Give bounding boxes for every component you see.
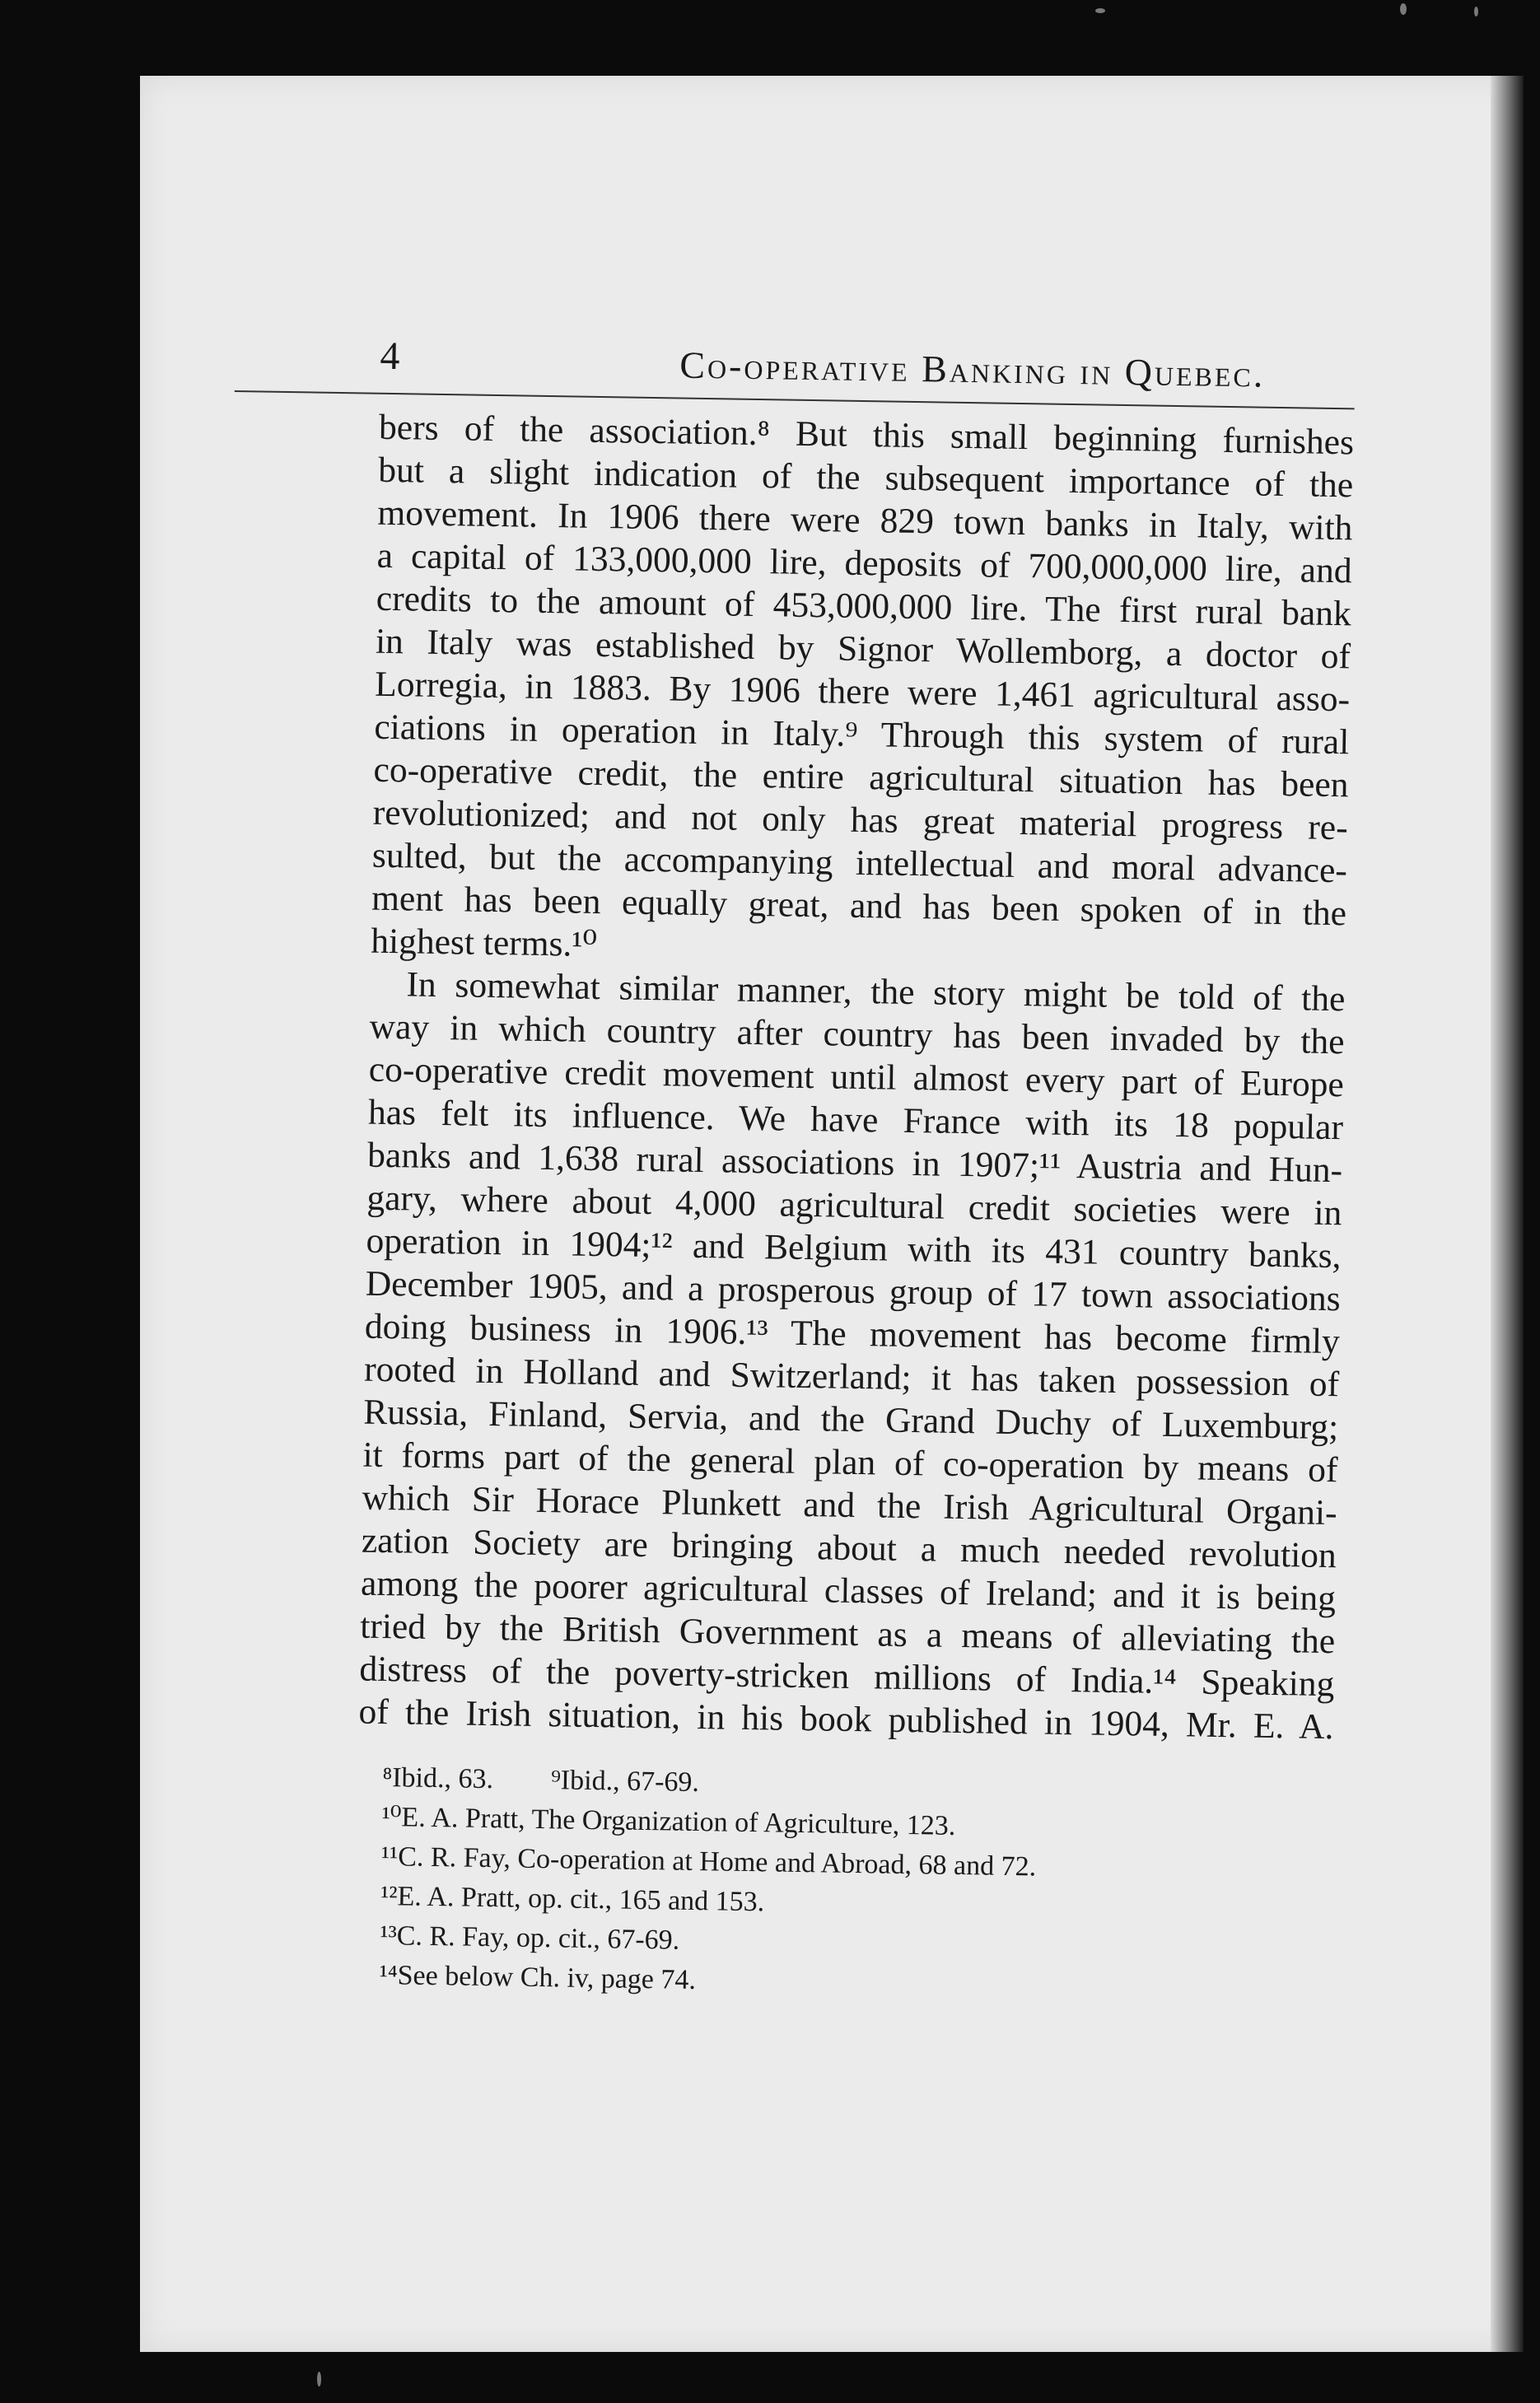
text-line: operation in 1904;¹² and Belgium with its 431 country banks, [366,1220,1342,1276]
text-line: sulted, but the accompanying intellectual and moral advance- [371,835,1348,891]
paragraph-2 [358,963,1346,1748]
text-line: movement. In 1906 there were 829 town banks in Italy, with [377,492,1353,548]
page-edge-shadow [1491,76,1524,2352]
text-line: highest terms.¹⁰ [370,921,598,964]
text-line: revolutionized; and not only has great material progress re- [372,792,1349,848]
footnote-9: ⁹Ibid., 67-69. [550,1765,700,1799]
text-line: but a slight indication of the subsequent importance of the [377,450,1354,506]
text-line: has felt its influence. We have France with its 18 popular [367,1092,1344,1148]
dust-speck [1400,3,1407,15]
text-line: among the poorer agricultural classes of Ireland; and it is being [360,1563,1337,1619]
text-line: December 1905, and a prosperous group of 17 town associations [365,1263,1342,1319]
text-line: rooted in Holland and Switzerland; it has taken possession of [363,1349,1340,1405]
footnote-8: ⁸Ibid., 63. [382,1762,494,1795]
text-line: bers of the association.⁸ But this small beginning furnishes [378,407,1355,463]
footnote-12: ¹²E. A. Pratt, op. cit., 165 and 153. [380,1881,765,1918]
dust-speck [1474,7,1478,16]
running-title: Co-operative Banking in Quebec. [679,343,1266,395]
text-line: doing business in 1906.¹³ The movement has become firmly [364,1306,1341,1362]
text-line: tried by the British Government as a means of alleviating the [359,1606,1336,1662]
text-line: Lorregia, in 1883. By 1906 there were 1,461 agricultural asso- [374,664,1351,720]
footnotes [209,1756,1332,2010]
dust-speck [1095,8,1105,13]
text-line: credits to the amount of 453,000,000 lire. The first rural bank [376,578,1352,634]
footnote-11: ¹¹C. R. Fay, Co-operation at Home and Abroad, 68 and 72. [380,1841,1037,1883]
footnote-13: ¹³C. R. Fay, op. cit., 67-69. [380,1920,680,1956]
footnote-14: ¹⁴See below Ch. iv, page 74. [379,1959,697,1996]
page-content [209,329,1356,2010]
text-line: a capital of 133,000,000 lire, deposits of 700,000,000 lire, and [376,535,1352,591]
text-line: way in which country after country has been invaded by the [369,1006,1345,1062]
paragraph-1 [371,406,1354,978]
text-line: ment has been equally great, and has been spoken of in the [371,878,1347,934]
footnote-10: ¹⁰E. A. Pratt, The Organization of Agriculture, 123. [381,1802,956,1841]
text-line: co-operative credit, the entire agricultural situation has been [373,749,1349,805]
text-line: which Sir Horace Plunkett and the Irish Agricultural Organi- [362,1477,1337,1533]
text-line: distress of the poverty-stricken millions of India.¹⁴ Speaking [359,1649,1335,1705]
text-line: of the Irish situation, in his book published in 1904, Mr. E. A. [358,1691,1334,1747]
text-line: banks and 1,638 rural associations in 1907;¹¹ Austria and Hun- [366,1135,1343,1191]
text-line: Russia, Finland, Servia, and the Grand Duchy of Luxemburg; [362,1392,1339,1448]
text-line: it forms part of the general plan of co-operation by means of [362,1435,1338,1491]
page-number: 4 [380,334,400,379]
text-line: co-operative credit movement until almost every part of Europe [368,1049,1345,1105]
text-line: In somewhat similar manner, the story might be told of the [406,964,1346,1020]
text-line: zation Society are bringing about a much needed revolution [361,1520,1337,1576]
text-line: in Italy was established by Signor Wollemborg, a doctor of [375,621,1351,677]
text-line: gary, where about 4,000 agricultural credit societies were in [366,1178,1342,1234]
text-line: ciations in operation in Italy.⁹ Through this system of rural [374,707,1350,763]
dust-speck [317,2372,321,2387]
body-text [213,404,1354,1748]
